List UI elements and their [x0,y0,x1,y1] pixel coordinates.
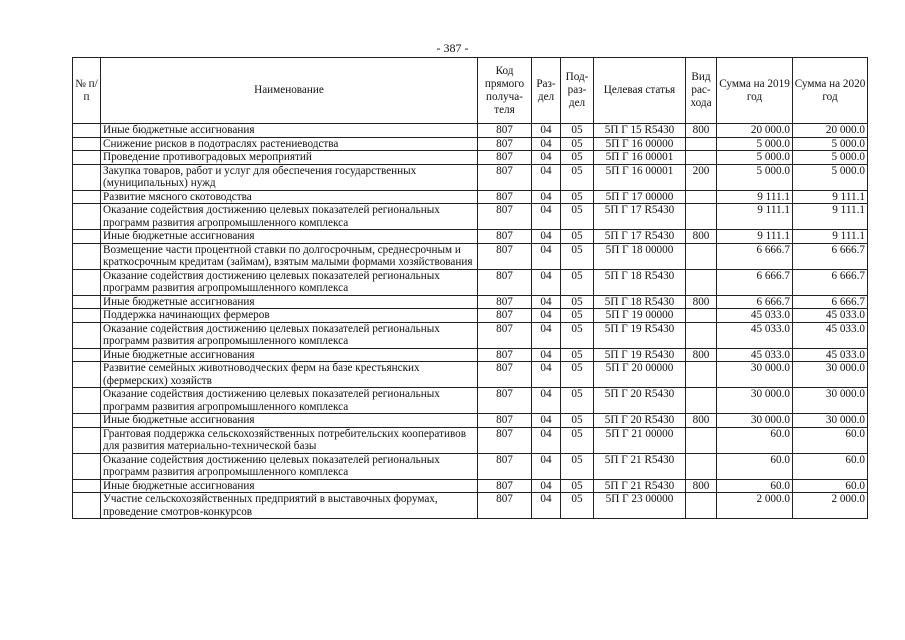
table-row [73,190,868,204]
table-row [73,322,868,348]
cell-num [73,124,101,138]
table-row [73,309,868,323]
table-row [73,164,868,190]
cell-name: Оказание содействия достижению целевых показателей региональных программ развития агропромышленного комплекса [101,388,478,414]
cell-code: 807 [478,190,532,204]
cell-sum-2020: 30 000.0 [793,388,868,414]
cell-code: 807 [478,362,532,388]
cell-section: 04 [532,388,561,414]
cell-subsection: 05 [561,124,594,138]
table-row [73,388,868,414]
cell-sum-2020: 45 033.0 [793,348,868,362]
cell-target: 5П Г 19 R5430 [594,322,686,348]
cell-subsection: 05 [561,348,594,362]
cell-code: 807 [478,348,532,362]
cell-expense-type [686,243,717,269]
cell-sum-2020: 9 111.1 [793,204,868,230]
cell-subsection: 05 [561,388,594,414]
cell-num [73,453,101,479]
cell-name: Иные бюджетные ассигнования [101,230,478,244]
cell-sum-2019: 9 111.1 [717,190,793,204]
cell-num [73,269,101,295]
cell-section: 04 [532,453,561,479]
cell-sum-2019: 45 033.0 [717,309,793,323]
cell-code: 807 [478,493,532,519]
cell-target: 5П Г 20 R5430 [594,414,686,428]
cell-target: 5П Г 23 00000 [594,493,686,519]
cell-name: Развитие семейных животноводческих ферм на базе крестьянских (фермерских) хозяйств [101,362,478,388]
cell-section: 04 [532,269,561,295]
cell-num [73,388,101,414]
header-sum-2020: Сумма на 2020 год [793,58,868,124]
cell-code: 807 [478,124,532,138]
cell-name: Оказание содействия достижению целевых показателей региональных программ развития агропромышленного комплекса [101,269,478,295]
cell-target: 5П Г 20 R5430 [594,388,686,414]
cell-subsection: 05 [561,151,594,165]
cell-expense-type: 800 [686,479,717,493]
cell-sum-2020: 9 111.1 [793,230,868,244]
cell-section: 04 [532,309,561,323]
header-section: Раз-дел [532,58,561,124]
cell-name: Проведение противоградовых мероприятий [101,151,478,165]
cell-target: 5П Г 15 R5430 [594,124,686,138]
cell-section: 04 [532,348,561,362]
cell-code: 807 [478,322,532,348]
cell-code: 807 [478,453,532,479]
cell-sum-2020: 45 033.0 [793,322,868,348]
cell-code: 807 [478,164,532,190]
cell-target: 5П Г 18 R5430 [594,295,686,309]
cell-expense-type: 800 [686,348,717,362]
cell-sum-2019: 30 000.0 [717,362,793,388]
cell-num [73,493,101,519]
cell-target: 5П Г 21 00000 [594,427,686,453]
cell-sum-2020: 5 000.0 [793,137,868,151]
cell-num [73,151,101,165]
table-row [73,479,868,493]
cell-subsection: 05 [561,137,594,151]
cell-num [73,137,101,151]
cell-target: 5П Г 18 00000 [594,243,686,269]
cell-subsection: 05 [561,362,594,388]
cell-code: 807 [478,151,532,165]
cell-sum-2019: 6 666.7 [717,243,793,269]
table-row [73,269,868,295]
cell-subsection: 05 [561,295,594,309]
cell-num [73,479,101,493]
cell-sum-2020: 30 000.0 [793,362,868,388]
cell-sum-2020: 6 666.7 [793,269,868,295]
cell-target: 5П Г 17 R5430 [594,230,686,244]
cell-name: Участие сельскохозяйственных предприятий в выставочных форумах, проведение смотров-конкурсов [101,493,478,519]
cell-num [73,230,101,244]
cell-sum-2020: 60.0 [793,427,868,453]
table-row [73,295,868,309]
cell-sum-2019: 45 033.0 [717,348,793,362]
cell-section: 04 [532,151,561,165]
cell-target: 5П Г 21 R5430 [594,479,686,493]
cell-target: 5П Г 16 00001 [594,151,686,165]
cell-code: 807 [478,414,532,428]
cell-code: 807 [478,388,532,414]
cell-num [73,348,101,362]
cell-subsection: 05 [561,414,594,428]
cell-section: 04 [532,322,561,348]
cell-name: Иные бюджетные ассигнования [101,124,478,138]
cell-name: Оказание содействия достижению целевых показателей региональных программ развития агропромышленного комплекса [101,322,478,348]
cell-code: 807 [478,230,532,244]
header-num: № п/п [73,58,101,124]
cell-subsection: 05 [561,309,594,323]
table-row [73,453,868,479]
cell-name: Иные бюджетные ассигнования [101,479,478,493]
header-expense-type: Вид рас-хода [686,58,717,124]
cell-code: 807 [478,204,532,230]
cell-expense-type [686,427,717,453]
cell-name: Иные бюджетные ассигнования [101,414,478,428]
cell-subsection: 05 [561,269,594,295]
table-row [73,243,868,269]
cell-code: 807 [478,137,532,151]
cell-expense-type [686,362,717,388]
cell-name: Оказание содействия достижению целевых показателей региональных программ развития агропромышленного комплекса [101,453,478,479]
cell-target: 5П Г 16 00001 [594,164,686,190]
cell-name: Иные бюджетные ассигнования [101,295,478,309]
cell-section: 04 [532,137,561,151]
cell-sum-2019: 9 111.1 [717,204,793,230]
cell-sum-2019: 60.0 [717,453,793,479]
header-name: Наименование [101,58,478,124]
cell-sum-2019: 2 000.0 [717,493,793,519]
cell-expense-type [686,453,717,479]
cell-subsection: 05 [561,164,594,190]
cell-subsection: 05 [561,493,594,519]
cell-subsection: 05 [561,322,594,348]
cell-sum-2020: 6 666.7 [793,243,868,269]
cell-expense-type [686,388,717,414]
cell-target: 5П Г 19 00000 [594,309,686,323]
cell-sum-2019: 9 111.1 [717,230,793,244]
cell-name: Развитие мясного скотоводства [101,190,478,204]
cell-expense-type: 800 [686,295,717,309]
cell-section: 04 [532,479,561,493]
cell-section: 04 [532,230,561,244]
cell-sum-2020: 20 000.0 [793,124,868,138]
cell-sum-2020: 9 111.1 [793,190,868,204]
cell-target: 5П Г 21 R5430 [594,453,686,479]
table-row [73,230,868,244]
cell-expense-type [686,151,717,165]
cell-sum-2020: 30 000.0 [793,414,868,428]
table-row [73,348,868,362]
cell-section: 04 [532,243,561,269]
cell-subsection: 05 [561,243,594,269]
cell-subsection: 05 [561,479,594,493]
header-sum-2019: Сумма на 2019 год [717,58,793,124]
cell-expense-type [686,137,717,151]
cell-num [73,322,101,348]
cell-section: 04 [532,427,561,453]
cell-num [73,190,101,204]
cell-num [73,362,101,388]
cell-sum-2019: 60.0 [717,427,793,453]
cell-section: 04 [532,204,561,230]
cell-num [73,164,101,190]
table-header-row [73,58,868,124]
cell-sum-2020: 5 000.0 [793,164,868,190]
header-target: Целевая статья [594,58,686,124]
cell-sum-2019: 5 000.0 [717,137,793,151]
cell-name: Снижение рисков в подотраслях растениеводства [101,137,478,151]
table-row [73,151,868,165]
cell-target: 5П Г 18 R5430 [594,269,686,295]
cell-expense-type [686,493,717,519]
table-row [73,493,868,519]
cell-target: 5П Г 19 R5430 [594,348,686,362]
cell-name: Возмещение части процентной ставки по долгосрочным, среднесрочным и краткосрочным кредитам (займам), взятым малыми формами хозяйствования [101,243,478,269]
cell-section: 04 [532,124,561,138]
cell-sum-2019: 60.0 [717,479,793,493]
cell-code: 807 [478,243,532,269]
cell-expense-type [686,204,717,230]
cell-expense-type: 800 [686,230,717,244]
cell-sum-2020: 6 666.7 [793,295,868,309]
cell-section: 04 [532,295,561,309]
cell-code: 807 [478,427,532,453]
cell-section: 04 [532,493,561,519]
cell-name: Поддержка начинающих фермеров [101,309,478,323]
cell-name: Грантовая поддержка сельскохозяйственных потребительских кооперативов для развития материально-технической базы [101,427,478,453]
header-subsection: Под-раз-дел [561,58,594,124]
cell-sum-2020: 60.0 [793,453,868,479]
cell-sum-2019: 45 033.0 [717,322,793,348]
cell-target: 5П Г 20 00000 [594,362,686,388]
cell-name: Оказание содействия достижению целевых показателей региональных программ развития агропромышленного комплекса [101,204,478,230]
cell-subsection: 05 [561,453,594,479]
cell-num [73,295,101,309]
table-row [73,204,868,230]
cell-section: 04 [532,190,561,204]
table-row [73,362,868,388]
table-row [73,137,868,151]
cell-sum-2020: 60.0 [793,479,868,493]
cell-sum-2019: 30 000.0 [717,388,793,414]
cell-name: Иные бюджетные ассигнования [101,348,478,362]
table-row [73,124,868,138]
cell-num [73,427,101,453]
cell-section: 04 [532,164,561,190]
cell-sum-2020: 2 000.0 [793,493,868,519]
cell-num [73,309,101,323]
cell-num [73,204,101,230]
cell-code: 807 [478,295,532,309]
cell-subsection: 05 [561,230,594,244]
cell-target: 5П Г 17 00000 [594,190,686,204]
cell-sum-2019: 5 000.0 [717,151,793,165]
cell-expense-type: 800 [686,414,717,428]
cell-sum-2019: 30 000.0 [717,414,793,428]
cell-subsection: 05 [561,204,594,230]
budget-table [72,57,868,519]
cell-expense-type [686,309,717,323]
page-number: - 387 - [436,41,469,55]
cell-expense-type: 200 [686,164,717,190]
cell-sum-2019: 20 000.0 [717,124,793,138]
cell-section: 04 [532,414,561,428]
cell-expense-type [686,269,717,295]
cell-expense-type: 800 [686,124,717,138]
cell-expense-type [686,322,717,348]
cell-name: Закупка товаров, работ и услуг для обеспечения государственных (муниципальных) нужд [101,164,478,190]
cell-sum-2019: 6 666.7 [717,295,793,309]
cell-code: 807 [478,309,532,323]
cell-expense-type [686,190,717,204]
cell-subsection: 05 [561,427,594,453]
cell-section: 04 [532,362,561,388]
cell-num [73,414,101,428]
cell-sum-2020: 5 000.0 [793,151,868,165]
cell-subsection: 05 [561,190,594,204]
cell-target: 5П Г 16 00000 [594,137,686,151]
cell-sum-2020: 45 033.0 [793,309,868,323]
table-row [73,427,868,453]
cell-sum-2019: 6 666.7 [717,269,793,295]
cell-num [73,243,101,269]
cell-sum-2019: 5 000.0 [717,164,793,190]
header-code: Код прямого получа-теля [478,58,532,124]
table-row [73,414,868,428]
cell-code: 807 [478,479,532,493]
cell-target: 5П Г 17 R5430 [594,204,686,230]
cell-code: 807 [478,269,532,295]
